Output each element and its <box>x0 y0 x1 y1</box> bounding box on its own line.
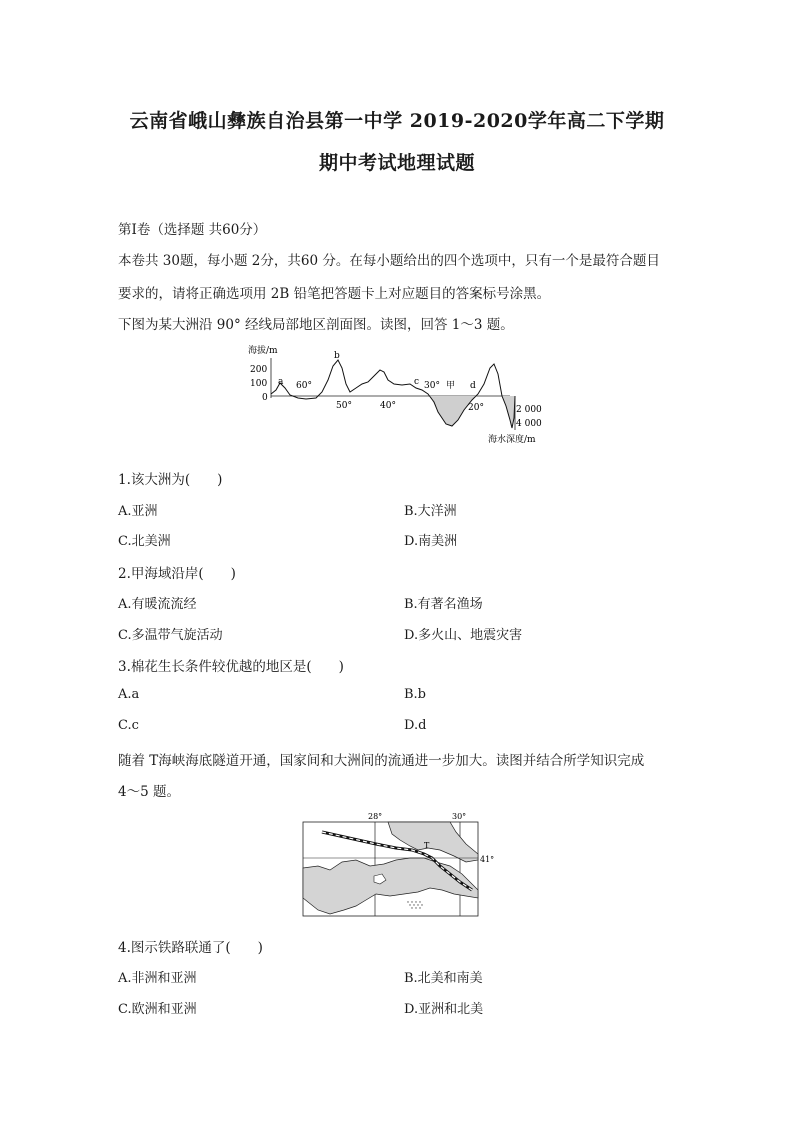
profile-lat-40: 40° <box>380 401 396 411</box>
profile-depth-tick-2000: 2 000 <box>516 405 542 415</box>
profile-point-b: b <box>334 351 340 361</box>
question-1-stem: 1.该大洲为( ) <box>118 472 223 488</box>
profile-y-label: 海拔/m <box>248 346 278 356</box>
question-3-option-d[interactable]: D.d <box>404 718 427 733</box>
profile-terrain-line <box>271 360 515 428</box>
question-4-option-d[interactable]: D.亚洲和北美 <box>404 1002 484 1017</box>
question-1-option-a[interactable]: A.亚洲 <box>118 504 158 519</box>
instructions-line1: 本卷共 30题，每小题 2分，共60 分。在每小题给出的四个选项中，只有一个是最符合题目 <box>118 253 660 269</box>
profile-y-tick-100: 100 <box>250 379 268 389</box>
profile-lat-30: 30° <box>424 381 440 391</box>
question-2-stem: 2.甲海域沿岸( ) <box>118 566 236 582</box>
profile-point-d: d <box>470 381 476 391</box>
question-2-option-a[interactable]: A.有暖流流经 <box>118 597 197 612</box>
profile-lat-20: 20° <box>468 403 484 413</box>
question-group-stem-1-3: 下图为某大洲沿 90° 经线局部地区剖面图。读图，回答 1～3 题。 <box>118 317 514 333</box>
question-4-option-a[interactable]: A.非洲和亚洲 <box>118 971 197 986</box>
map-lon-30: 30° <box>452 812 467 821</box>
document-title-line2: 期中考试地理试题 <box>318 152 475 174</box>
map-lon-28: 28° <box>368 812 383 821</box>
question-2-option-d[interactable]: D.多火山、地震灾害 <box>404 628 523 643</box>
profile-depth-tick-4000: 4 000 <box>516 419 542 429</box>
profile-point-a: a <box>278 377 284 387</box>
profile-y-tick-0: 0 <box>262 393 268 403</box>
question-3-option-c[interactable]: C.c <box>118 718 139 733</box>
profile-depth-label: 海水深度/m <box>488 435 536 445</box>
map-strait-t: T <box>424 841 430 850</box>
map-lat-41: 41° <box>480 855 495 864</box>
question-2-option-c[interactable]: C.多温带气旋活动 <box>118 628 223 643</box>
question-4-stem: 4.图示铁路联通了( ) <box>118 940 263 956</box>
profile-sea-label: 甲 <box>446 381 456 391</box>
question-4-option-c[interactable]: C.欧洲和亚洲 <box>118 1002 197 1017</box>
document-title-line1: 云南省峨山彝族自治县第一中学 2019-2020学年高二下学期 <box>129 110 665 132</box>
profile-point-c: c <box>414 377 420 387</box>
question-3-option-a[interactable]: A.a <box>118 687 140 702</box>
section-heading: 第Ⅰ卷（选择题 共60分） <box>118 222 267 238</box>
question-2-option-b[interactable]: B.有著名渔场 <box>404 597 483 612</box>
question-group-stem-4-5-line2: 4～5 题。 <box>118 784 180 800</box>
question-1-option-b[interactable]: B.大洋洲 <box>404 504 457 519</box>
profile-lat-60: 60° <box>296 381 312 391</box>
profile-lat-50: 50° <box>336 401 352 411</box>
question-1-option-c[interactable]: C.北美洲 <box>118 534 171 549</box>
question-3-option-b[interactable]: B.b <box>404 687 427 702</box>
question-4-option-b[interactable]: B.北美和南美 <box>404 971 483 986</box>
question-3-stem: 3.棉花生长条件较优越的地区是( ) <box>118 659 344 675</box>
profile-figure <box>240 340 560 448</box>
question-group-stem-4-5-line1: 随着 T海峡海底隧道开通，国家间和大洲间的流通进一步加大。读图并结合所学知识完成 <box>118 753 645 769</box>
profile-y-tick-200: 200 <box>250 365 268 375</box>
instructions-line2: 要求的，请将正确选项用 2B 铅笔把答题卡上对应题目的答案标号涂黑。 <box>118 286 551 302</box>
question-1-option-d[interactable]: D.南美洲 <box>404 534 458 549</box>
strait-map-figure <box>300 810 500 920</box>
